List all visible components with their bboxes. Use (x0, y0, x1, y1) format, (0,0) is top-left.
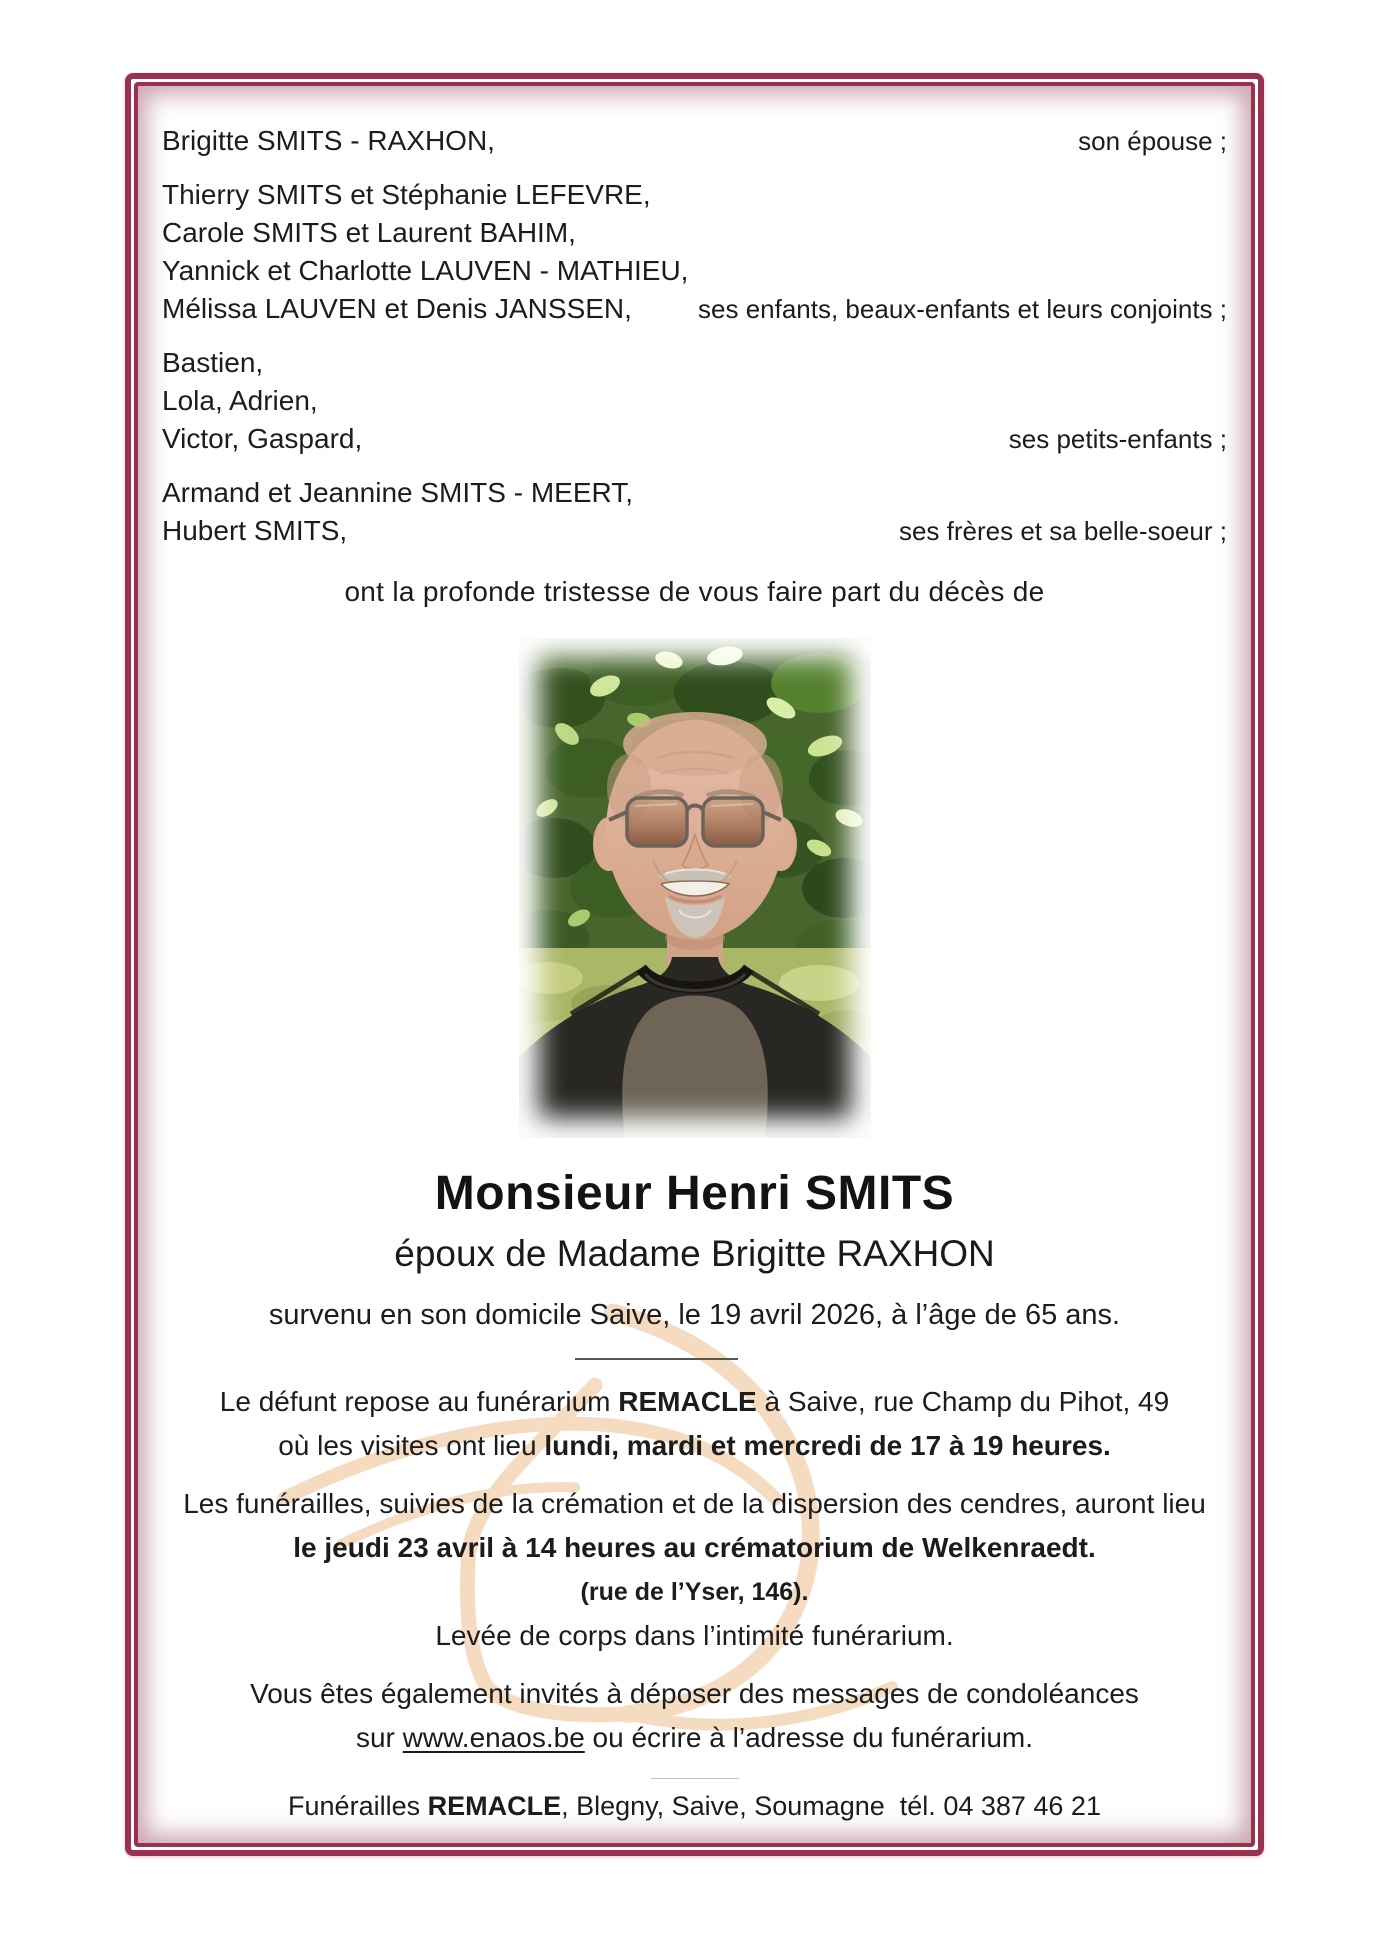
family-name: Hubert SMITS, (162, 515, 348, 546)
decorative-frame (125, 73, 1264, 1856)
enaos-website-link[interactable]: www.enaos.be (402, 1722, 585, 1753)
family-row (162, 290, 1227, 328)
death-details-line: survenu en son domicile Saive, le 19 avril 2026, à l’âge de 65 ans. (268, 1299, 1121, 1331)
repose-line (162, 1380, 1227, 1424)
family-name: Mélissa LAUVEN et Denis JANSSEN, (162, 293, 632, 324)
condolences-text-suffix: ou écrire à l’adresse du funérarium. (584, 1722, 1033, 1753)
levee-line: Levée de corps dans l’intimité funérarium. (435, 1620, 954, 1651)
relation-label: ses enfants, beaux-enfants et leurs conjoints ; (698, 294, 1227, 324)
announcement-line: ont la profonde tristesse de vous faire part du décès de (344, 576, 1045, 607)
repose-paragraph (162, 1380, 1227, 1468)
ceremony-paragraph (162, 1482, 1227, 1658)
funeral-home-footer (162, 1791, 1227, 1822)
family-group-spouse (162, 122, 1227, 160)
funeral-home-name: REMACLE (618, 1386, 757, 1417)
deceased-spouse-line: époux de Madame Brigitte RAXHON (394, 1233, 995, 1274)
family-row (162, 382, 1227, 420)
condolences-text: sur (355, 1722, 403, 1753)
family-row (162, 176, 1227, 214)
family-row (162, 474, 1227, 512)
family-name: Lola, Adrien, (162, 385, 318, 416)
footer-text: Funérailles (288, 1791, 428, 1821)
footer-home-name: REMACLE (427, 1791, 562, 1821)
footer-divider (651, 1778, 739, 1779)
family-row (162, 252, 1227, 290)
decorative-frame-inner (134, 82, 1255, 1847)
repose-text: Le défunt repose au funérarium (219, 1386, 619, 1417)
family-row (162, 344, 1227, 382)
ceremony-address: (rue de l’Yser, 146). (580, 1578, 809, 1606)
family-group-siblings (162, 474, 1227, 550)
announcement-content (138, 86, 1251, 1843)
ceremony-line: Les funérailles, suivies de la crémation et de la dispersion des cendres, auront lieu (183, 1488, 1206, 1519)
family-name: Armand et Jeannine SMITS - MEERT, (162, 477, 633, 508)
visits-line (162, 1424, 1227, 1468)
condolences-paragraph (162, 1672, 1227, 1760)
portrait-photo (519, 638, 871, 1138)
family-name: Bastien, (162, 347, 264, 378)
family-name: Thierry SMITS et Stéphanie LEFEVRE, (162, 179, 651, 210)
relation-label: ses petits-enfants ; (1008, 424, 1227, 454)
family-name: Yannick et Charlotte LAUVEN - MATHIEU, (162, 255, 689, 286)
family-row (162, 214, 1227, 252)
family-row (162, 512, 1227, 550)
condolences-line1: Vous êtes également invités à déposer des messages de condoléances (250, 1678, 1139, 1709)
family-group-children (162, 176, 1227, 328)
family-row (162, 420, 1227, 458)
ceremony-datetime-text: le jeudi 23 avril à 14 heures au crématorium de Welkenraedt. (293, 1532, 1096, 1563)
family-group-grandchildren (162, 344, 1227, 458)
portrait-photo-image (519, 638, 871, 1138)
deceased-name-title: Monsieur Henri SMITS (434, 1167, 955, 1220)
relation-label: son épouse ; (1078, 126, 1227, 156)
condolences-line2 (162, 1716, 1227, 1760)
family-name: Brigitte SMITS - RAXHON, (162, 125, 495, 156)
family-name: Victor, Gaspard, (162, 423, 363, 454)
repose-text-suffix: à Saive, rue Champ du Pihot, 49 (756, 1386, 1170, 1417)
section-divider (575, 1358, 738, 1360)
relation-label: ses frères et sa belle-soeur ; (898, 516, 1227, 546)
family-name: Carole SMITS et Laurent BAHIM, (162, 217, 576, 248)
footer-text-suffix: , Blegny, Saive, Soumagne tél. 04 387 46 21 (561, 1791, 1101, 1821)
family-row (162, 122, 1227, 160)
visits-schedule: lundi, mardi et mercredi de 17 à 19 heures. (544, 1430, 1111, 1461)
ceremony-datetime (162, 1526, 1227, 1570)
visits-text: où les visites ont lieu (278, 1430, 545, 1461)
